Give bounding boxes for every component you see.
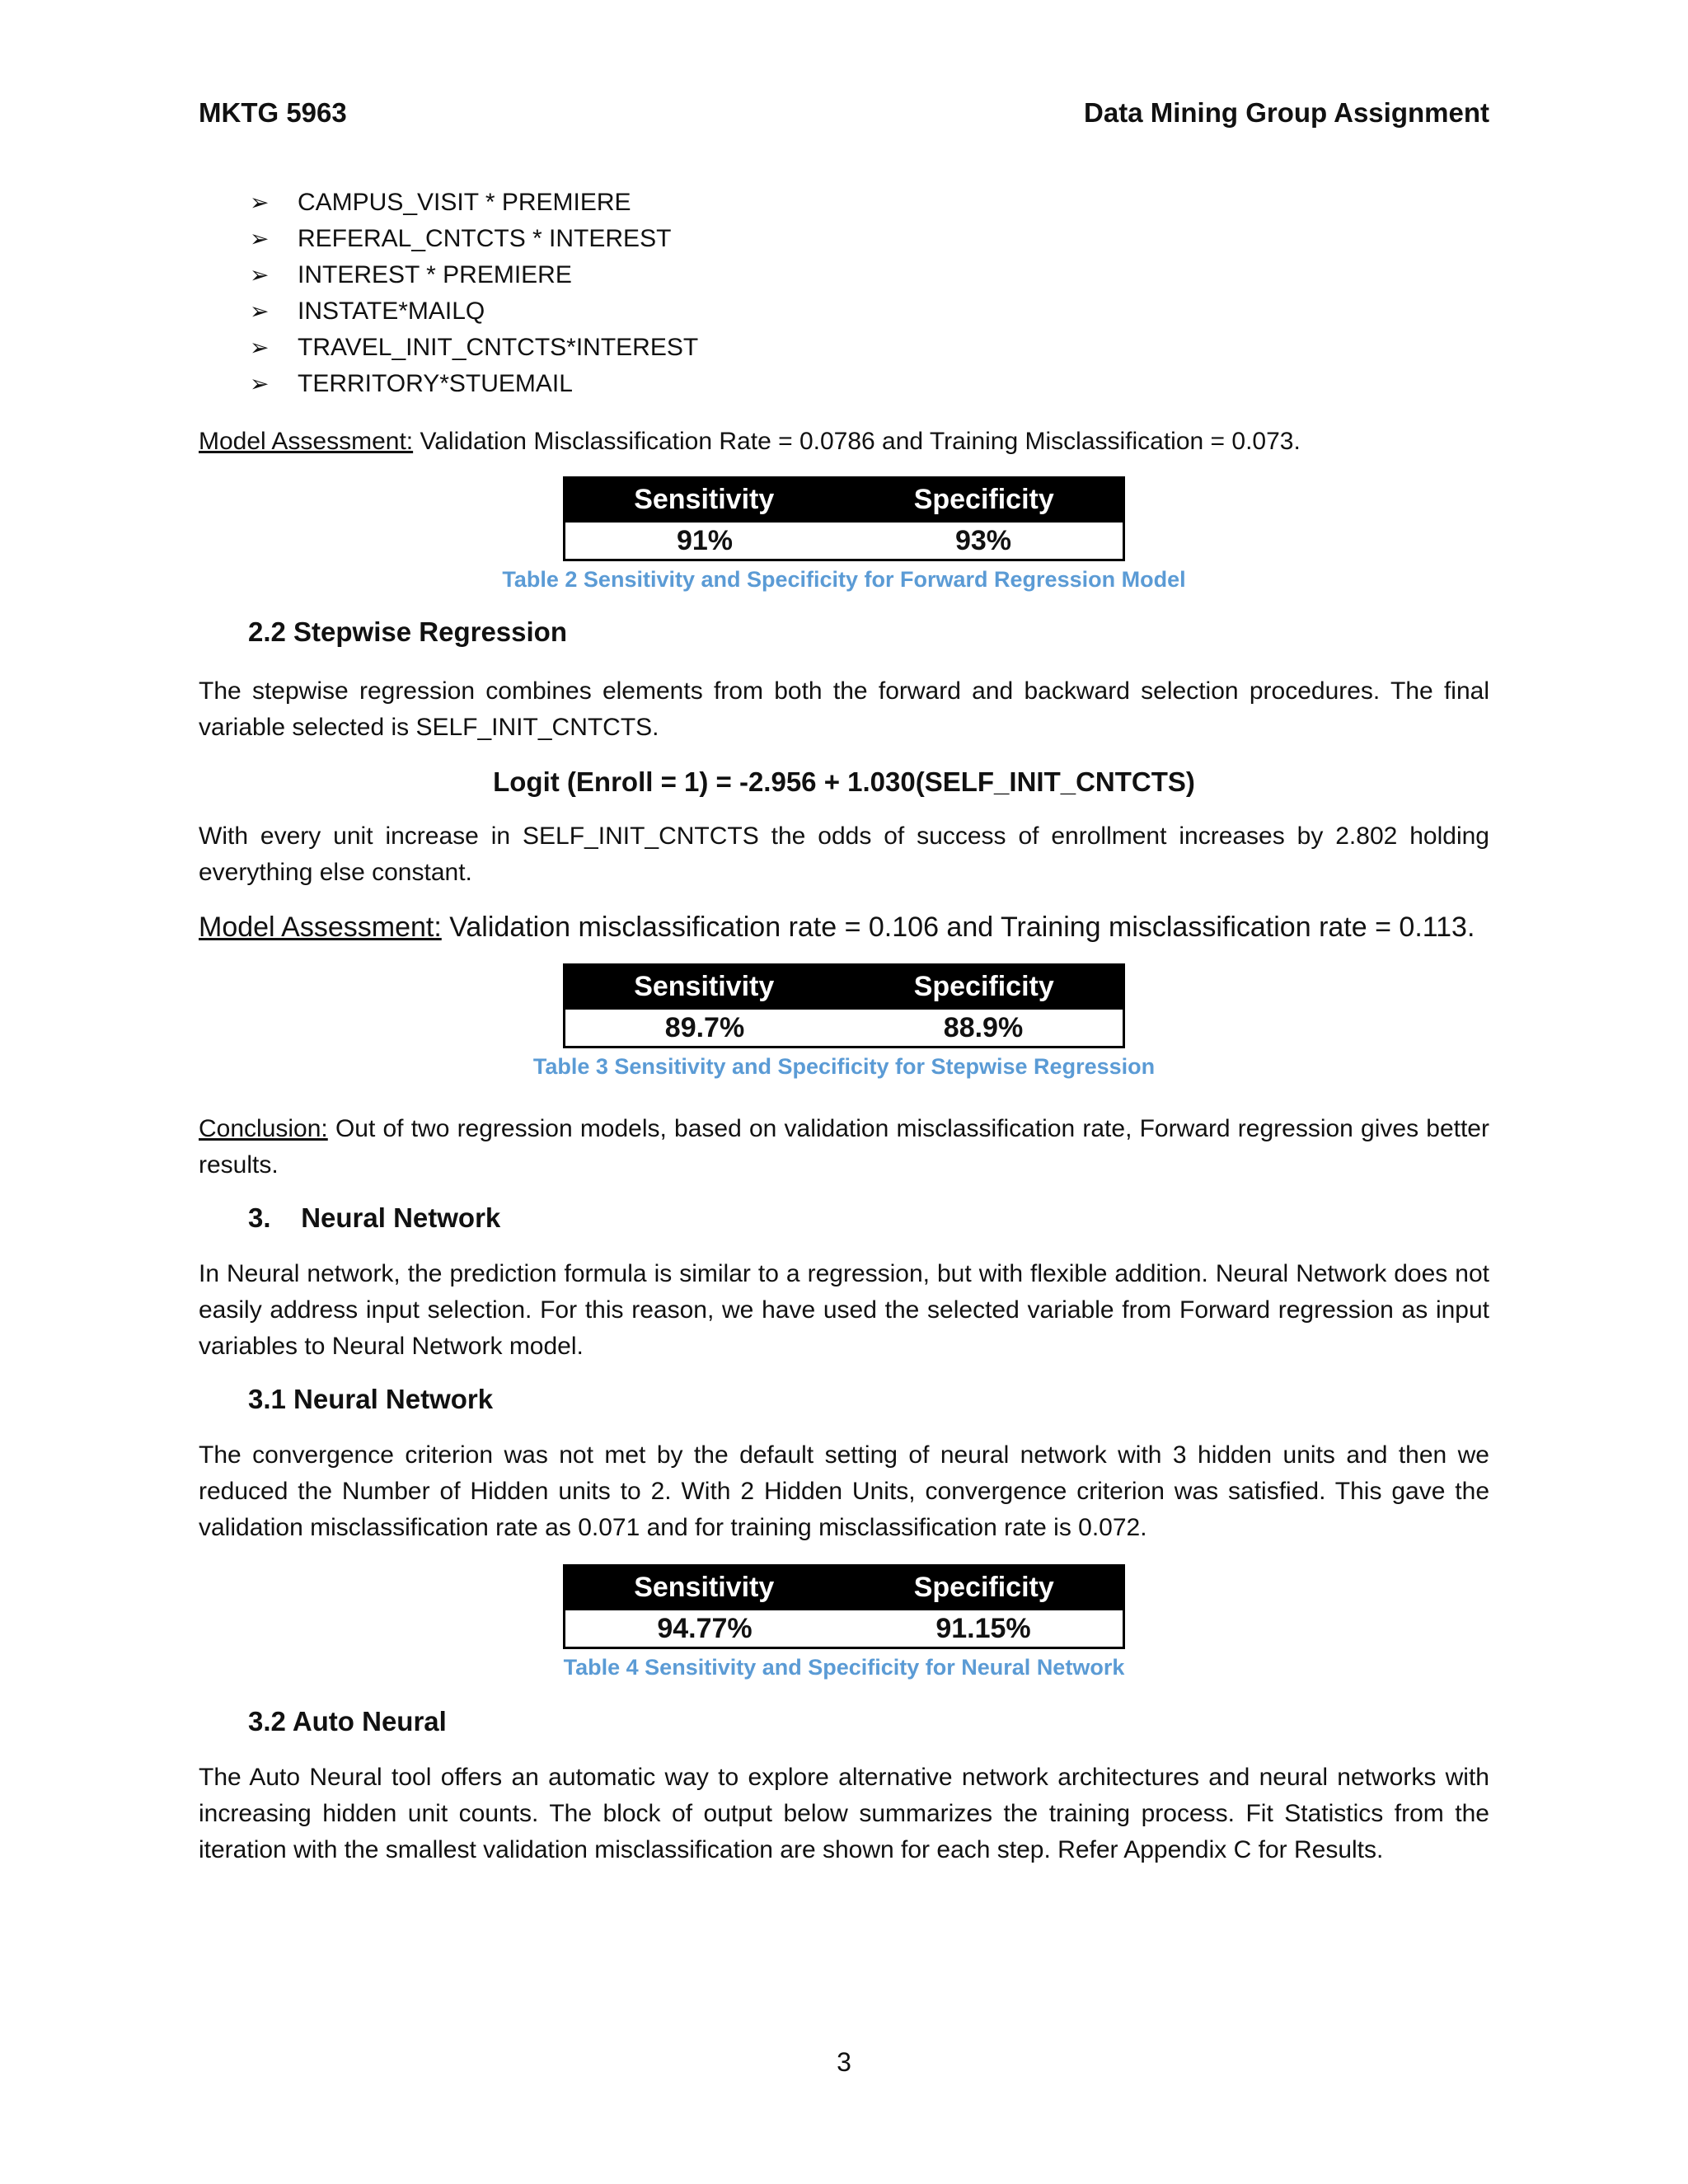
list-item: ➢ CAMPUS_VISIT * PREMIERE: [250, 185, 1489, 221]
sensitivity-specificity-table: [563, 963, 1125, 1048]
list-item: ➢ REFERAL_CNTCTS * INTEREST: [250, 221, 1489, 257]
course-code: MKTG 5963: [199, 97, 347, 128]
table-row: [565, 1009, 1124, 1047]
section-heading-neural-network: 3. Neural Network: [248, 1202, 501, 1233]
conclusion-paragraph: Conclusion: Out of two regression models, based on validation misclassification rate, Forward regression gives better results.: [199, 1115, 1489, 1179]
section-heading-stepwise: 2.2 Stepwise Regression: [248, 616, 567, 647]
table-cell: 94.77%: [565, 1610, 845, 1648]
table-row: [565, 1610, 1124, 1648]
paragraph: The stepwise regression combines elements from both the forward and backward selection procedures. The final variable selected is SELF_INIT_CNTCTS.: [199, 677, 1489, 741]
arrowhead-icon: ➢: [250, 335, 270, 360]
model-assessment-forward: Model Assessment: Validation Misclassification Rate = 0.0786 and Training Misclassification = 0.073.: [199, 428, 1301, 455]
section-heading-auto-neural: 3.2 Auto Neural: [248, 1706, 447, 1736]
page-header: [199, 97, 1489, 129]
list-item: ➢ INSTATE*MAILQ: [250, 293, 1489, 330]
table-cell: 91.15%: [844, 1610, 1124, 1648]
paragraph: With every unit increase in SELF_INIT_CNTCTS the odds of success of enrollment increases by 2.802 holding everything else constant.: [199, 823, 1489, 886]
model-assessment-stepwise: Model Assessment: Validation misclassification rate = 0.106 and Training misclassification rate = 0.113.: [199, 912, 1475, 943]
table-cell: 88.9%: [844, 1009, 1124, 1047]
paragraph: In Neural network, the prediction formula is similar to a regression, but with flexible addition. Neural Network does not easily address input selection. For this reason, we have used the selected variable from Forward regression as input variables to Neural Network model.: [199, 1260, 1489, 1360]
table-caption: Table 3 Sensitivity and Specificity for Stepwise Regression: [532, 1054, 1156, 1079]
list-item: ➢ INTEREST * PREMIERE: [250, 257, 1489, 293]
arrowhead-icon: ➢: [250, 262, 270, 288]
table-caption: Table 4 Sensitivity and Specificity for Neural Network: [563, 1655, 1125, 1680]
logit-formula: Logit (Enroll = 1) = -2.956 + 1.030(SELF_INIT_CNTCTS): [493, 766, 1195, 797]
interaction-terms-list: [250, 185, 1489, 402]
paragraph: The convergence criterion was not met by the default setting of neural network with 3 hidden units and then we reduced the Number of Hidden units to 2. With 2 Hidden Units, convergence criterion was satisfied. This gave the validation misclassification rate as 0.071 and for training misclassification rate is 0.072.: [199, 1441, 1489, 1541]
table-3-block: [199, 963, 1489, 1081]
arrowhead-icon: ➢: [250, 371, 270, 396]
table-header-specificity: Specificity: [844, 1566, 1124, 1610]
table-caption: Table 2 Sensitivity and Specificity for Forward Regression Model: [502, 567, 1186, 592]
sensitivity-specificity-table: [563, 1564, 1125, 1649]
table-header-sensitivity: Sensitivity: [565, 965, 845, 1009]
arrowhead-icon: ➢: [250, 190, 270, 215]
table-4-block: [199, 1564, 1489, 1682]
section-heading-neural-network-3-1: 3.1 Neural Network: [248, 1384, 494, 1414]
table-header-specificity: Specificity: [844, 478, 1124, 522]
list-item: ➢ TERRITORY*STUEMAIL: [250, 366, 1489, 402]
arrowhead-icon: ➢: [250, 298, 270, 324]
table-cell: 89.7%: [565, 1009, 845, 1047]
table-row: [565, 522, 1124, 560]
page-number: 3: [837, 2047, 851, 2077]
page-content: [199, 185, 1489, 1868]
table-cell: 93%: [844, 522, 1124, 560]
paragraph: The Auto Neural tool offers an automatic way to explore alternative network architectures and neural networks with increasing hidden unit counts. The block of output below summarizes the training process. Fit Statistics from the iteration with the smallest validation misclassification are shown for each step. Refer Appendix C for Results.: [199, 1764, 1489, 1863]
sensitivity-specificity-table: [563, 476, 1125, 561]
table-header-sensitivity: Sensitivity: [565, 1566, 845, 1610]
document-title: Data Mining Group Assignment: [1084, 97, 1489, 128]
list-item: ➢ TRAVEL_INIT_CNTCTS*INTEREST: [250, 330, 1489, 366]
table-header-specificity: Specificity: [844, 965, 1124, 1009]
arrowhead-icon: ➢: [250, 226, 270, 251]
table-header-sensitivity: Sensitivity: [565, 478, 845, 522]
table-2-block: [199, 476, 1489, 594]
table-cell: 91%: [565, 522, 845, 560]
